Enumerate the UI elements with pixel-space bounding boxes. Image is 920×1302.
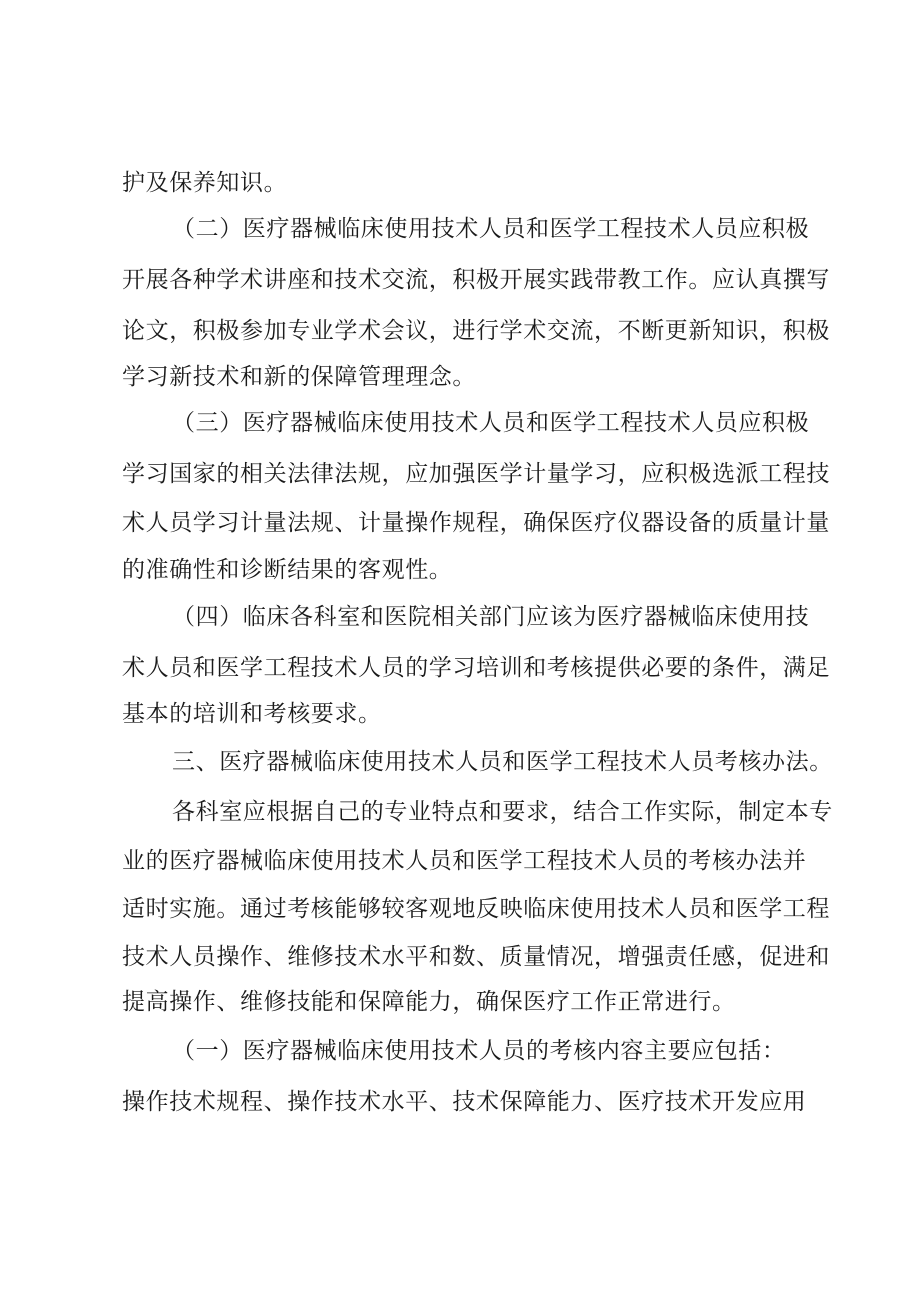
text-line-1: 护及保养知识。 (122, 170, 288, 196)
text-line-10: （四）临床各科室和医院相关部门应该为医疗器械临床使用技 (172, 604, 810, 630)
text-line-4: 论文，积极参加专业学术会议，进行学术交流，不断更新知识，积极 (122, 318, 830, 344)
text-line-14: 各科室应根据自己的专业特点和要求，结合工作实际，制定本专 (172, 799, 833, 825)
text-line-8: 术人员学习计量法规、计量操作规程，确保医疗仪器设备的质量计量 (122, 510, 830, 536)
text-line-6: （三）医疗器械临床使用技术人员和医学工程技术人员应积极 (172, 410, 810, 436)
text-line-20: 操作技术规程、操作技术水平、技术保障能力、医疗技术开发应用 (122, 1089, 807, 1115)
text-line-12: 基本的培训和考核要求。 (122, 701, 382, 727)
text-line-7: 学习国家的相关法律法规，应加强医学计量学习，应积极选派工程技 (122, 461, 830, 487)
text-line-5: 学习新技术和新的保障管理理念。 (122, 364, 476, 390)
text-line-18: 提高操作、维修技能和保障能力，确保医疗工作正常进行。 (122, 989, 736, 1015)
text-line-19: （一）医疗器械临床使用技术人员的考核内容主要应包括： (172, 1038, 786, 1064)
text-line-9: 的准确性和诊断结果的客观性。 (122, 557, 453, 583)
text-line-16: 适时实施。通过考核能够较客观地反映临床使用技术人员和医学工程 (122, 896, 830, 922)
text-line-2: （二）医疗器械临床使用技术人员和医学工程技术人员应积极 (172, 216, 810, 242)
section-heading-3: 三、医疗器械临床使用技术人员和医学工程技术人员考核办法。 (172, 749, 833, 775)
text-line-15: 业的医疗器械临床使用技术人员和医学工程技术人员的考核办法并 (122, 848, 807, 874)
text-line-3: 开展各种学术讲座和技术交流，积极开展实践带教工作。应认真撰写 (122, 267, 830, 293)
text-line-11: 术人员和医学工程技术人员的学习培训和考核提供必要的条件，满足 (122, 655, 830, 681)
text-line-17: 技术人员操作、维修技术水平和数、质量情况，增强责任感，促进和 (122, 944, 830, 970)
